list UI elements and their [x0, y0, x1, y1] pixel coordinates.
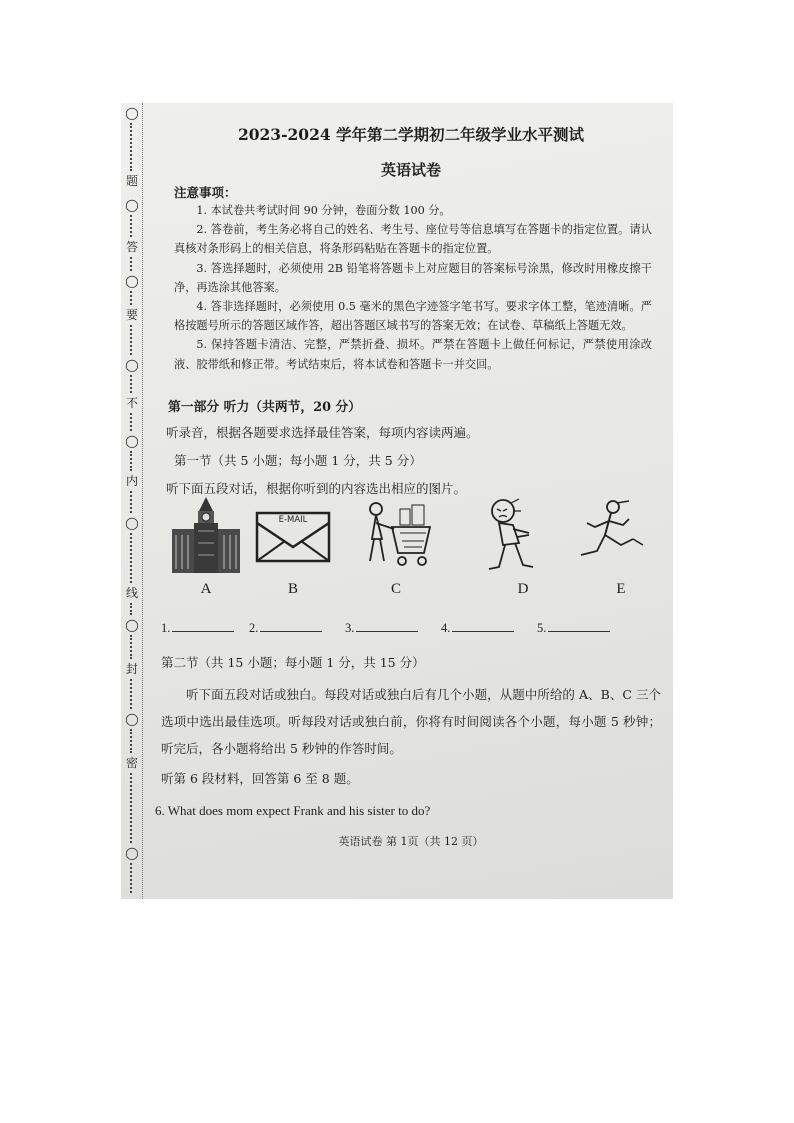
part1-title: 第一部分 听力（共两节，20 分）: [168, 400, 362, 415]
binding-char: 要: [125, 308, 138, 322]
notice-heading: 注意事项：: [174, 185, 237, 200]
binding-dots: [130, 603, 134, 615]
binding-dots: [130, 375, 134, 393]
binding-dots: [130, 679, 134, 709]
notice-item: 5. 保持答题卡清洁、完整，严禁折叠、损坏。严禁在答题卡上做任何标记，严禁使用涂改液、胶带纸和修正带。考试结束后，将本试卷和答题卡一并交回。: [174, 338, 652, 371]
binding-char: 线: [125, 586, 138, 600]
answer-blank[interactable]: 2.: [249, 619, 322, 636]
binding-circle: ◯: [125, 846, 139, 860]
answer-blank[interactable]: 4.: [441, 619, 514, 636]
option-letter: D: [517, 581, 529, 597]
option-letter: E: [616, 581, 626, 597]
binding-circle: ◯: [125, 516, 139, 530]
section1-title: 第一节（共 5 小题；每小题 1 分，共 5 分）: [174, 453, 422, 468]
notice-item: 3. 答选择题时，必须使用 2B 铅笔将答题卡上对应题目的答案标号涂黑，修改时用橡皮擦干净，再选涂其他答案。: [174, 261, 652, 294]
binding-dots: [130, 215, 134, 237]
picture-options: [161, 495, 661, 605]
section2-instruction: 听下面五段对话或独白。每段对话或独白后有几个小题，从题中所给的 A、B、C 三个选项中选出最佳选项。听每段对话或独白前，你将有时间阅读各个小题，每小题 5 秒钟；听完后，各小题将给出 5 秒钟的作答时间。: [161, 687, 661, 756]
binding-char: 内: [125, 474, 138, 488]
answer-blanks: [161, 619, 661, 643]
material6-instruction: 听第 6 段材料，回答第 6 至 8 题。: [161, 771, 359, 786]
binding-dots: [130, 729, 134, 753]
option-letter: B: [287, 581, 298, 597]
binding-circle: ◯: [125, 618, 139, 632]
notice-item: 2. 答卷前，考生务必将自己的姓名、考生号、座位号等信息填写在答题卡的指定位置。请认真核对条形码上的相关信息，将条形码粘贴在答题卡的指定位置。: [174, 223, 652, 256]
answer-blank[interactable]: 1.: [161, 619, 234, 636]
binding-margin: [121, 103, 143, 899]
binding-circle: ◯: [125, 358, 139, 372]
notice-item: 4. 答非选择题时，必须使用 0.5 毫米的黑色字迹签字笔书写。要求字体工整，笔迹清晰。严格按题号所示的答题区域作答，超出答题区域书写的答案无效；在试卷、草稿纸上答题无效。: [174, 300, 652, 333]
option-letter: A: [200, 581, 212, 597]
email-label: E-MAIL: [278, 515, 308, 525]
section2-title: 第二节（共 15 小题；每小题 1 分，共 15 分）: [161, 655, 425, 670]
binding-dots: [130, 413, 134, 431]
binding-dots: [130, 773, 134, 843]
notice-item: 1. 本试卷共考试时间 90 分钟，卷面分数 100 分。: [196, 204, 451, 217]
exam-title: 2023-2024 学年第二学期初二年级学业水平测试: [237, 125, 585, 144]
binding-dots: [130, 291, 134, 305]
binding-dots: [130, 325, 134, 355]
binding-dots: [130, 451, 134, 471]
exam-subtitle: 英语试卷: [380, 161, 441, 179]
running-woman-image: [573, 495, 653, 575]
big-ben-image: [166, 495, 246, 575]
section1-instruction: 听下面五段对话，根据你听到的内容选出相应的图片。: [166, 481, 467, 496]
answer-blank[interactable]: 5.: [537, 619, 610, 636]
question-6: 6. What does mom expect Frank and his sister to do?: [155, 803, 431, 818]
page-footer: 英语试卷 第 1页（共 12 页）: [338, 835, 484, 848]
binding-dots: [130, 257, 134, 271]
binding-char: 不: [125, 396, 138, 410]
binding-char: 密: [125, 756, 138, 770]
binding-dots: [130, 491, 134, 513]
binding-char: 答: [125, 240, 138, 254]
binding-circle: ◯: [125, 106, 139, 120]
binding-circle: ◯: [125, 198, 139, 212]
shopping-cart-image: [356, 495, 436, 575]
exam-paper-photo: [121, 103, 673, 899]
binding-circle: ◯: [125, 434, 139, 448]
binding-circle: ◯: [125, 712, 139, 726]
binding-char: 封: [125, 662, 138, 676]
notice-list: [174, 201, 652, 374]
binding-dots: [130, 635, 134, 659]
part1-instruction: 听录音，根据各题要求选择最佳答案，每项内容读两遍。: [166, 425, 479, 440]
answer-blank[interactable]: 3.: [345, 619, 418, 636]
binding-dots: [130, 533, 134, 583]
binding-dots: [130, 123, 134, 171]
binding-circle: ◯: [125, 274, 139, 288]
binding-dots: [130, 863, 134, 893]
exam-content: [155, 103, 661, 899]
sick-person-image: [473, 495, 553, 575]
email-envelope-image: [253, 495, 333, 575]
binding-char: 题: [125, 174, 138, 188]
option-letter: C: [390, 581, 401, 597]
